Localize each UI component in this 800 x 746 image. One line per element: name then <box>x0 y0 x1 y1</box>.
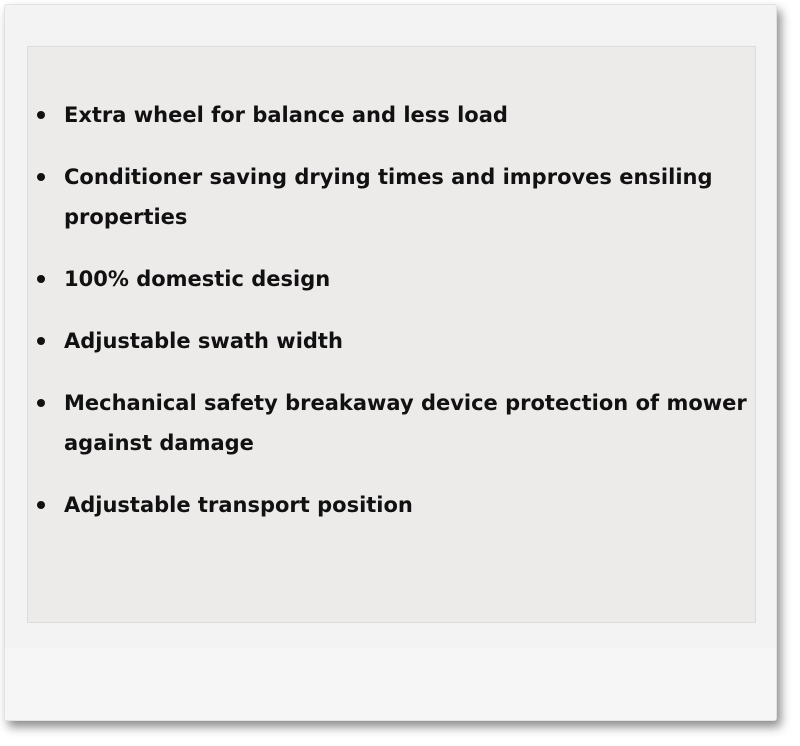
feature-card <box>4 4 777 721</box>
feature-list <box>28 95 755 547</box>
feature-panel <box>27 46 756 623</box>
list-item <box>28 259 755 299</box>
bullet-icon <box>37 501 45 509</box>
bullet-icon <box>37 337 45 345</box>
feature-text: Mechanical safety breakaway device protection of mower against damage <box>64 391 747 455</box>
bullet-icon <box>37 111 45 119</box>
list-item <box>28 485 755 525</box>
list-item <box>28 383 755 463</box>
list-item <box>28 95 755 135</box>
list-item <box>28 321 755 361</box>
card-footer <box>5 648 776 720</box>
feature-text: Adjustable swath width <box>64 329 343 353</box>
feature-text: Extra wheel for balance and less load <box>64 103 508 127</box>
feature-text: Conditioner saving drying times and improves ensiling properties <box>64 165 713 229</box>
list-item <box>28 157 755 237</box>
bullet-icon <box>37 173 45 181</box>
bullet-icon <box>37 399 45 407</box>
feature-text: Adjustable transport position <box>64 493 413 517</box>
feature-text: 100% domestic design <box>64 267 331 291</box>
bullet-icon <box>37 275 45 283</box>
